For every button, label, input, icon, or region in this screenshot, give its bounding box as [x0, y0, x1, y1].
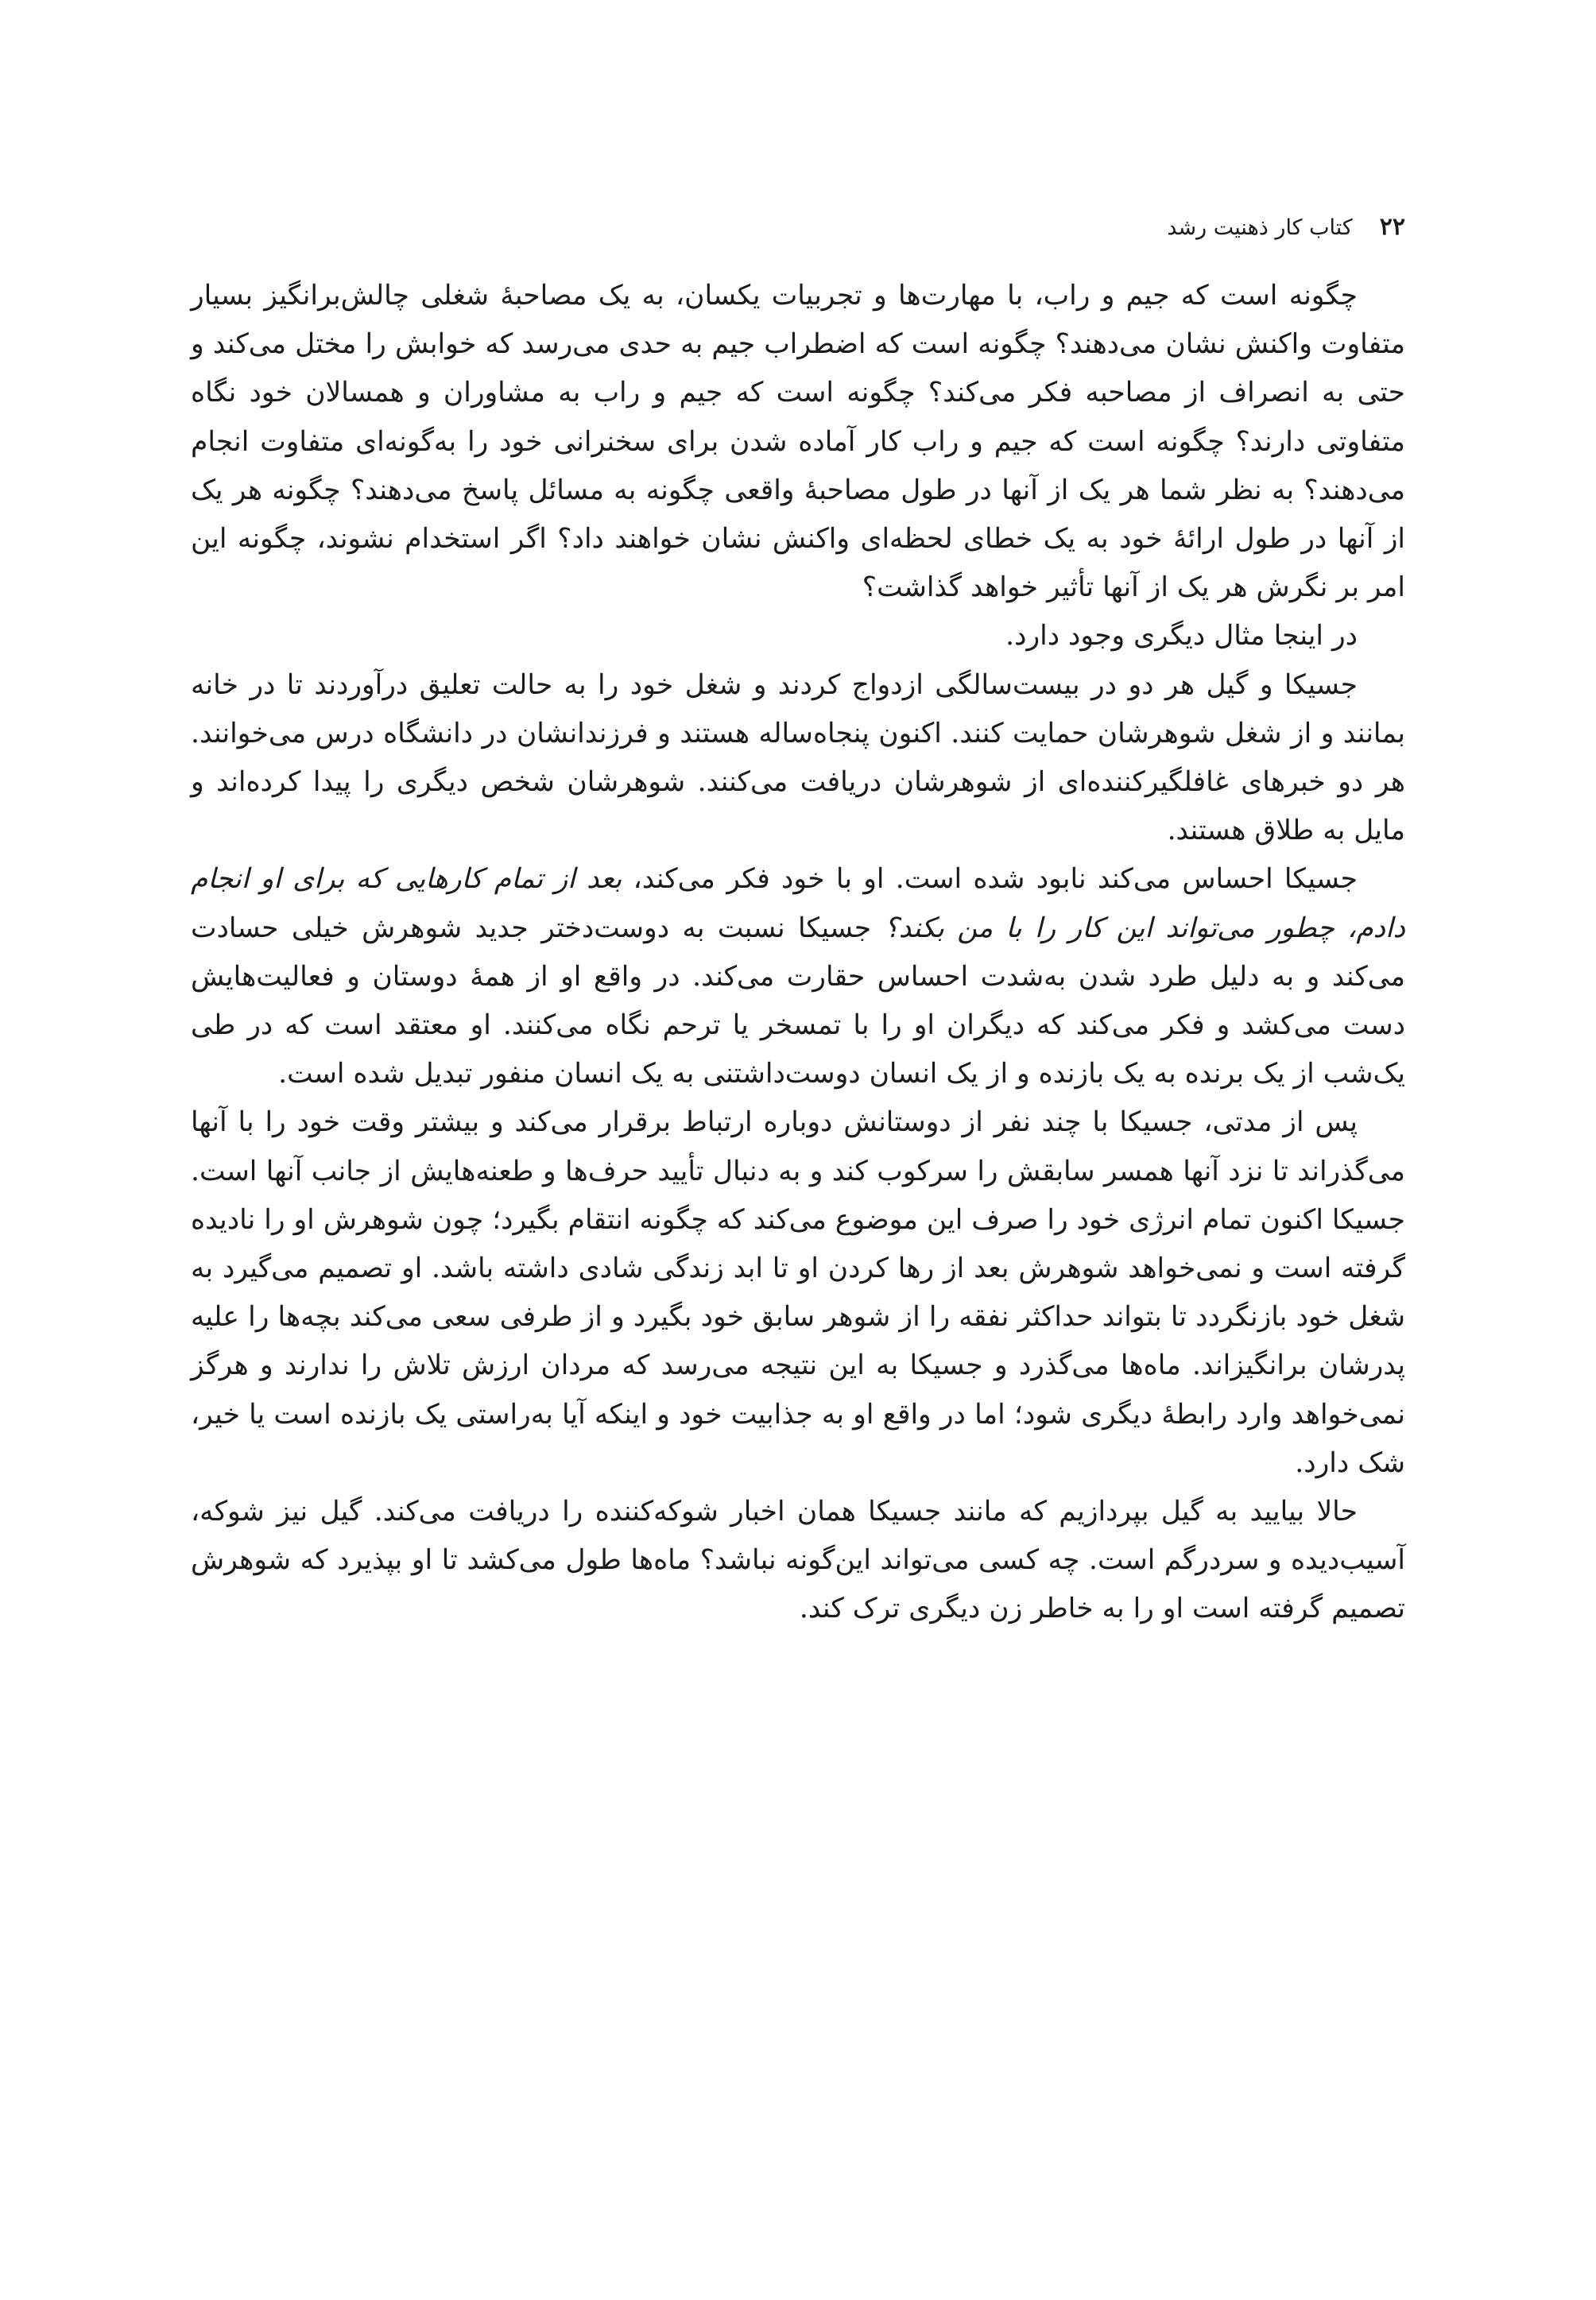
- paragraph-jessica-reaction-thought: بعد از تمام کارهایی که برای او انجام دادم، چطور می‌تواند این کار را با من بکند؟: [191, 863, 1405, 944]
- paragraph-jessica-gail-intro: جسیکا و گیل هر دو در بیست‌سالگی ازدواج کردند و شغل خود را به حالت تعلیق درآوردند تا در خانه بمانند و از شغل شوهرشان حمایت کنند. اکنون پنجاه‌ساله هستند و فرزندانشان در دانشگاه درس می‌خوانند. هر دو خبرهای غافلگیرکننده‌ای از شوهرشان دریافت می‌کنند. شوهرشان شخص دیگری را پیدا کرده‌اند و مایل به طلاق هستند.: [191, 668, 1405, 847]
- paragraph-jessica-reaction-start: جسیکا احساس می‌کند نابود شده است. او با خود فکر می‌کند،: [622, 863, 1358, 896]
- paragraph-another-example: در اینجا مثال دیگری وجود دارد.: [1005, 620, 1358, 652]
- page-number: ۲۲: [1379, 213, 1405, 241]
- body-text: [191, 272, 1405, 1634]
- book-title: کتاب کار ذهنیت رشد: [1167, 215, 1353, 240]
- paragraph-jim-rob-questions: چگونه است که جیم و راب، با مهارت‌ها و تجربیات یکسان، به یک مصاحبهٔ شغلی چالش‌برانگیز بسیار متفاوت واکنش نشان می‌دهند؟ چگونه است که اضطراب جیم به حدی می‌رسد که خوابش را مختل می‌کند و حتی به انصراف از مصاحبه فکر می‌کند؟ چگونه است که جیم و راب به مشاوران و همسالان خود نگاه متفاوتی دارند؟ چگونه است که جیم و راب کار آماده شدن برای سخنرانی خود را به‌گونه‌ای متفاوت انجام می‌دهند؟ به نظر شما هر یک از آنها در طول مصاحبهٔ واقعی چگونه به مسائل پاسخ می‌دهند؟ چگونه هر یک از آنها در طول ارائهٔ خود به یک خطای لحظه‌ای واکنش نشان خواهند داد؟ اگر استخدام نشوند، چگونه این امر بر نگرش هر یک از آنها تأثیر خواهد گذاشت؟: [191, 280, 1405, 604]
- running-header: [1167, 213, 1405, 241]
- paragraph-jessica-reaction: [191, 855, 1405, 1098]
- paragraph-gail-reaction: حالا بیایید به گیل بپردازیم که مانند جسیکا همان اخبار شوکه‌کننده را دریافت می‌کند. گیل نیز شوکه، آسیب‌دیده و سردرگم است. چه کسی می‌تواند این‌گونه نباشد؟ ماه‌ها طول می‌کشد تا او بپذیرد که شوهرش تصمیم گرفته است او را به خاطر زن دیگری ترک کند.: [191, 1496, 1405, 1625]
- paragraph-jessica-reaction-end: جسیکا نسبت به دوست‌دختر جدید شوهرش خیلی حسادت می‌کند و به دلیل طرد شدن به‌شدت احساس حقارت می‌کند. در واقع او از همهٔ دوستان و فعالیت‌هایش دست می‌کشد و فکر می‌کند که دیگران او را با تمسخر یا ترحم نگاه می‌کنند. او معتقد است که در طی یک‌شب از یک برنده به یک بازنده و از یک انسان دوست‌داشتنی به یک انسان منفور تبدیل شده است.: [191, 912, 1405, 1090]
- paragraph-jessica-revenge: پس از مدتی، جسیکا با چند نفر از دوستانش دوباره ارتباط برقرار می‌کند و بیشتر وقت خود را با آنها می‌گذراند تا نزد آنها همسر سابقش را سرکوب کند و به دنبال تأیید حرف‌ها و طعنه‌هایش از جانب آنها است. جسیکا اکنون تمام انرژی خود را صرف این موضوع می‌کند که چگونه انتقام بگیرد؛ چون شوهرش او را نادیده گرفته است و نمی‌خواهد شوهرش بعد از رها کردن او تا ابد زندگی شادی داشته باشد. او تصمیم می‌گیرد به شغل خود بازنگردد تا بتواند حداکثر نفقه را از شوهر سابق خود بگیرد و از طرفی سعی می‌کند بچه‌ها را علیه پدرشان برانگیزاند. ماه‌ها می‌گذرد و جسیکا به این نتیجه می‌رسد که مردان ارزش تلاش را ندارند و هرگز نمی‌خواهد وارد رابطهٔ دیگری شود؛ اما در واقع او به جذابیت خود و اینکه آیا به‌راستی یک بازنده است یا خیر، شک دارد.: [191, 1106, 1405, 1479]
